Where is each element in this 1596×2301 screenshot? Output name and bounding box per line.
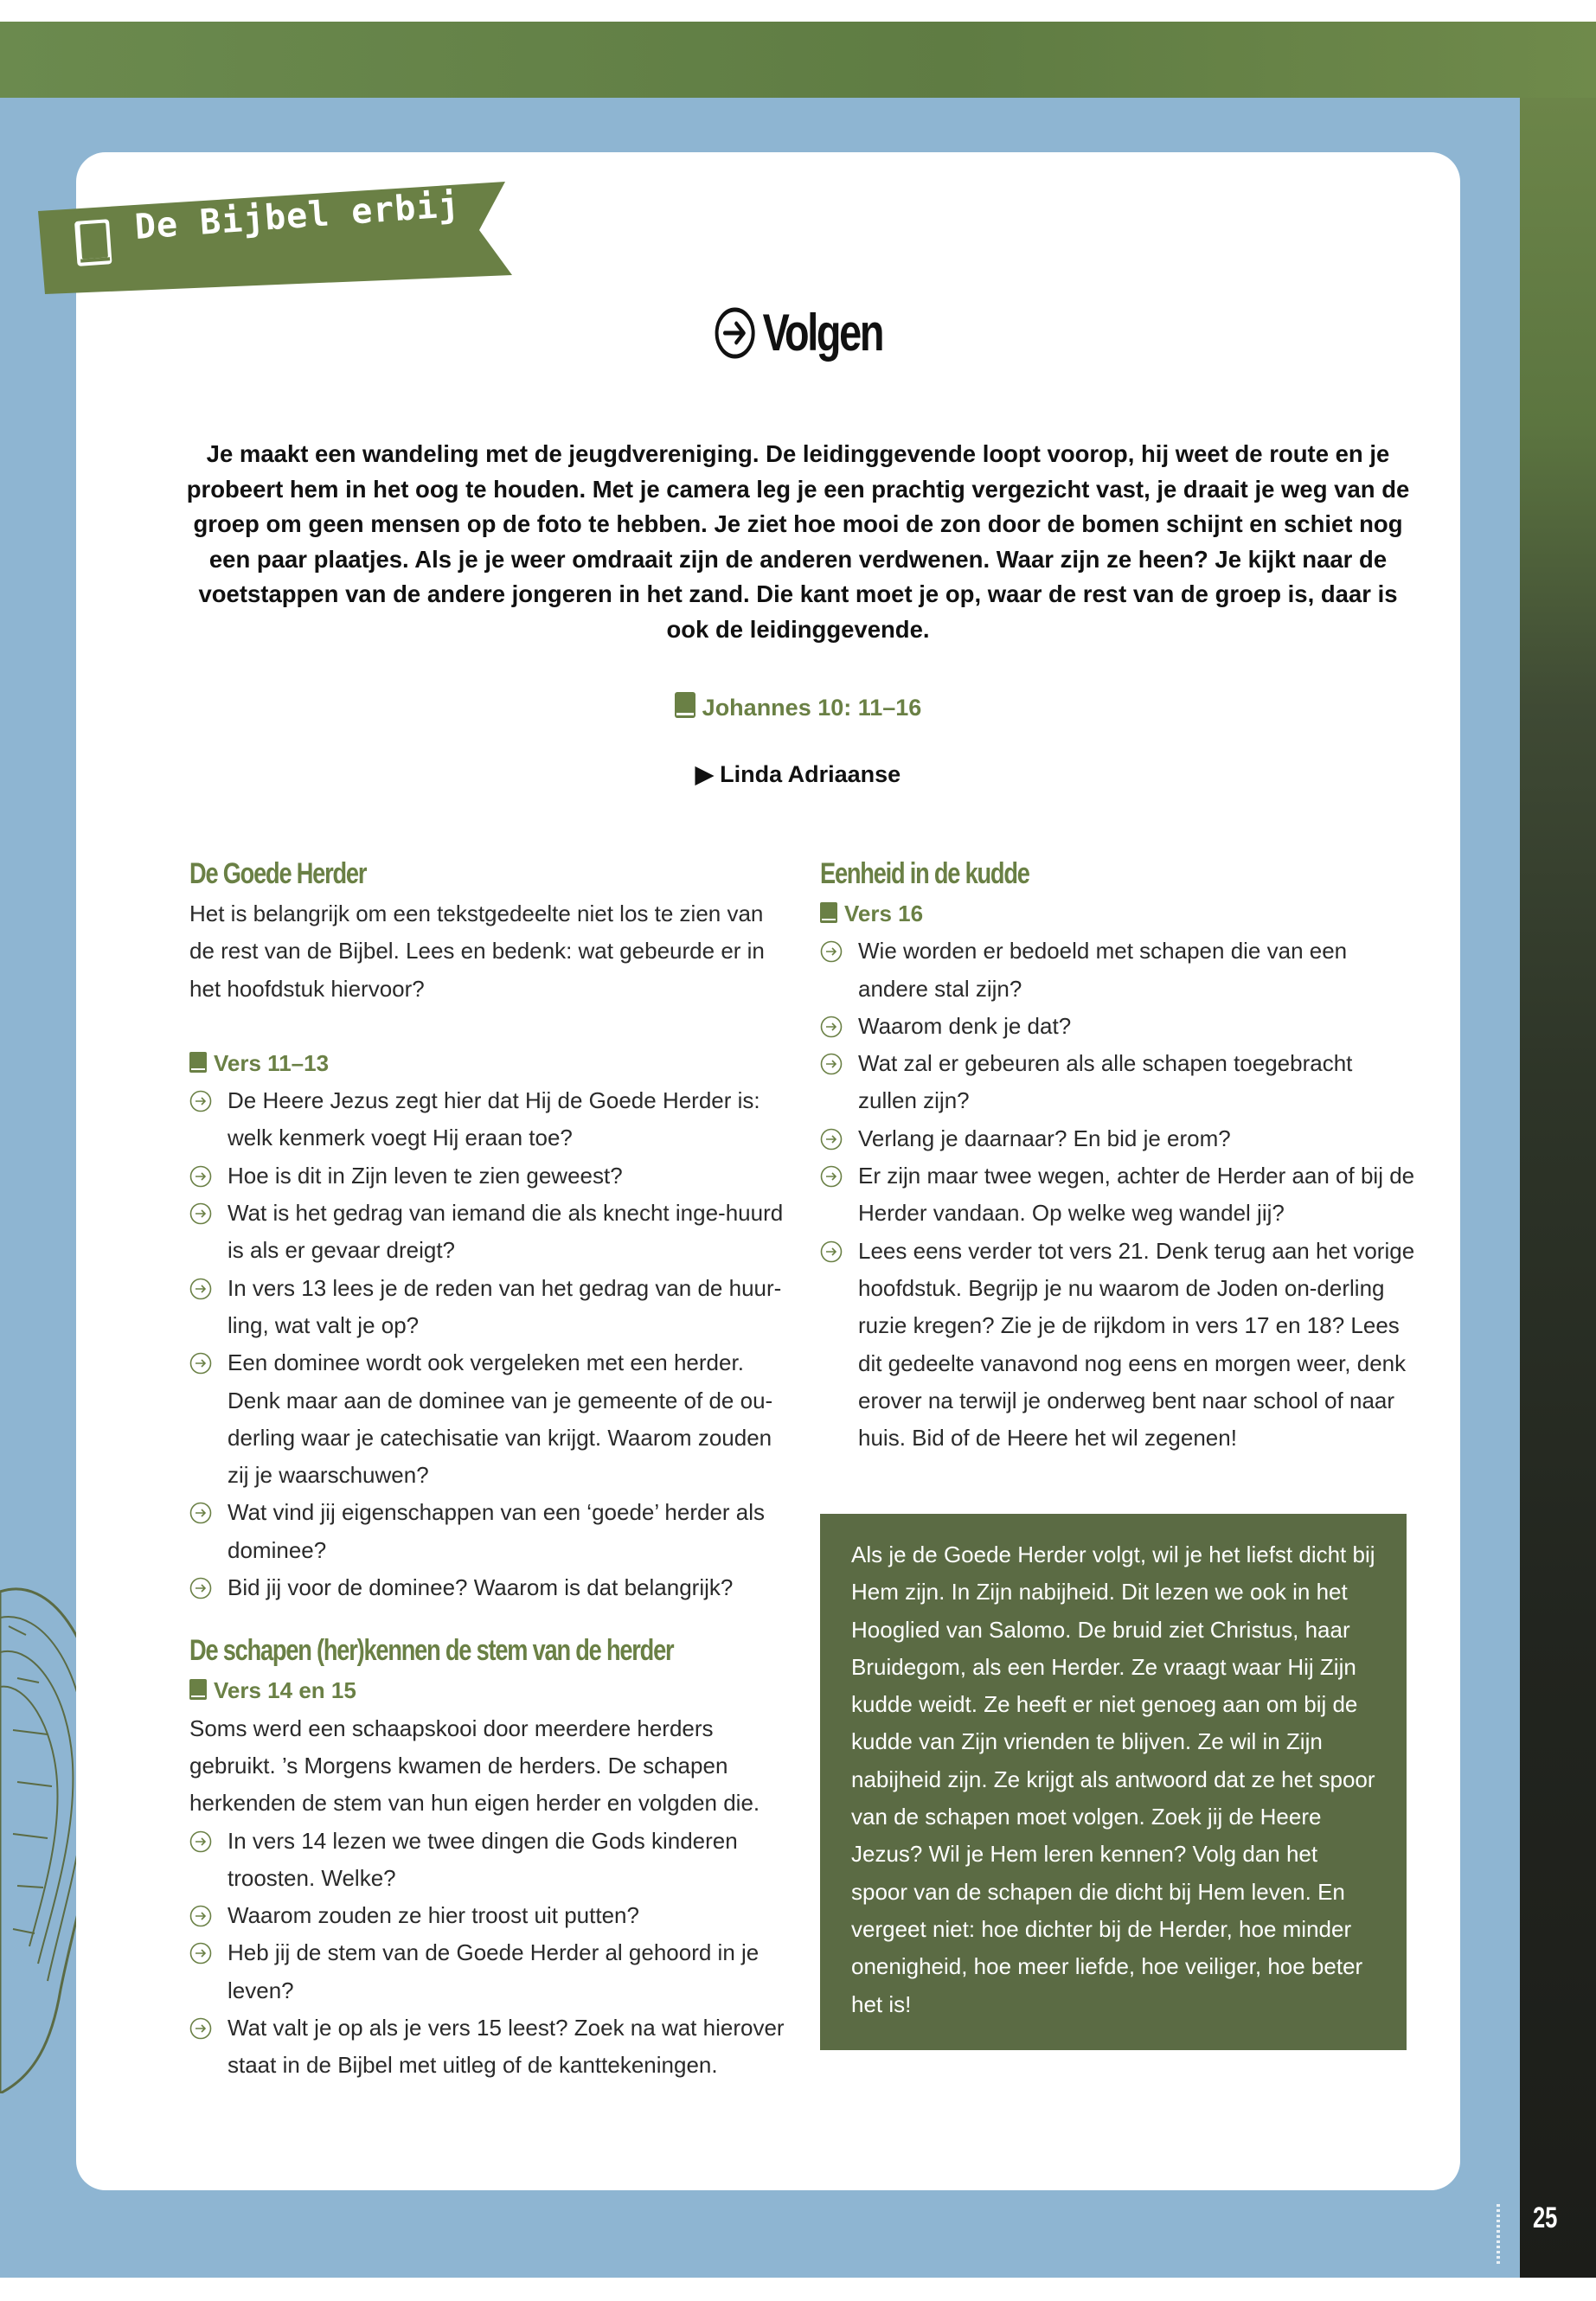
page-number: 25 xyxy=(1533,2202,1558,2234)
question-text: Waarom zouden ze hier troost uit putten? xyxy=(228,1902,639,1929)
spacer xyxy=(189,1008,786,1045)
question-text: Een dominee wordt ook vergeleken met een herder. Denk maar aan de dominee van je gemeente of de ou-derling waar je catechisatie van krijgt. Waarom zouden zij je waarschuwen? xyxy=(228,1349,773,1489)
list-item xyxy=(820,1008,1417,1045)
list-item xyxy=(820,1045,1417,1120)
arrow-circle-icon xyxy=(189,1905,212,1927)
arrow-circle-icon xyxy=(189,1577,212,1599)
verse-label-text: Vers 14 en 15 xyxy=(214,1677,356,1704)
question-text: Er zijn maar twee wegen, achter de Herder aan of bij de Herder vandaan. Op welke weg wandel jij? xyxy=(858,1163,1415,1227)
list-item xyxy=(189,1082,786,1157)
highlight-box-text: Als je de Goede Herder volgt, wil je het liefst dicht bij Hem zijn. In Zijn nabijheid. Dit lezen we ook in het Hooglied van Salomo. De bruid ziet Christus, haar Bruidegom, als een Herder. Ze vraagt waar Hij Zijn kudde weidt. Ze heeft er niet genoeg aan om bij de kudde van Zijn vrienden te blijven. Ze wil in Zijn nabijheid zijn. Ze krijgt als antwoord dat ze het spoor van de schapen moet volgen. Zoek jij de Heere Jezus? Wil je Hem leren kennen? Volg dan het spoor van de schapen die dicht bij Hem leven. En vergeet niet: hoe dichter bij de Herder, hoe minder onenigheid, hoe meer liefde, hoe veiliger, hoe beter het is! xyxy=(851,1541,1375,2017)
right-column xyxy=(820,852,1417,1457)
list-item xyxy=(189,1823,786,1898)
book-icon xyxy=(189,1052,207,1073)
top-photo-strip xyxy=(0,22,1596,98)
title-wrap xyxy=(0,303,1596,364)
verse-label xyxy=(820,895,1417,933)
question-text: Wat valt je op als je vers 15 leest? Zoek na wat hierover staat in de Bijbel met uitleg of de kanttekeningen. xyxy=(228,2015,785,2079)
question-text: Verlang je daarnaar? En bid je erom? xyxy=(858,1125,1231,1151)
list-item xyxy=(189,1195,786,1270)
question-text: De Heere Jezus zegt hier dat Hij de Goede Herder is: welk kenmerk voegt Hij eraan toe? xyxy=(228,1087,760,1151)
list-item xyxy=(189,1157,786,1195)
arrow-circle-icon xyxy=(820,1016,843,1038)
list-item xyxy=(189,1494,786,1569)
list-item xyxy=(189,1934,786,2009)
section-heading: Eenheid in de kudde xyxy=(820,857,1029,890)
question-text: Bid jij voor de dominee? Waarom is dat belangrijk? xyxy=(228,1574,734,1601)
author-name: Linda Adriaanse xyxy=(720,761,901,787)
arrow-circle-icon xyxy=(189,2017,212,2040)
book-icon xyxy=(74,219,112,266)
scripture-reference-text: Johannes 10: 11–16 xyxy=(702,695,922,721)
arrow-circle-icon xyxy=(820,940,843,963)
question-text: Lees eens verder tot vers 21. Denk terug aan het vorige hoofdstuk. Begrijp je nu waarom de Joden on-derling ruzie kregen? Zie je de rijkdom in vers 17 en 18? Lees dit gedeelte vanavond nog eens en morgen weer, denk erover na terwijl je onderweg bent naar school of naar huis. Bid of de Heere het wil zegenen! xyxy=(858,1237,1415,1452)
arrow-circle-icon xyxy=(820,1128,843,1150)
arrow-circle-icon xyxy=(820,1165,843,1188)
arrow-circle-icon xyxy=(189,1830,212,1853)
book-icon xyxy=(189,1679,207,1700)
arrow-circle-icon xyxy=(714,306,755,360)
left-column xyxy=(189,852,786,2085)
question-text: Heb jij de stem van de Goede Herder al gehoord in je leven? xyxy=(228,1939,760,2003)
list-item xyxy=(820,1157,1417,1233)
question-list xyxy=(189,1823,786,2085)
arrow-circle-icon xyxy=(189,1165,212,1188)
bottom-margin xyxy=(0,2278,1596,2301)
section-body: Het is belangrijk om een tekstgedeelte niet los te zien van de rest van de Bijbel. Lees en bedenk: wat gebeurde er in het hoofdstuk hiervoor? xyxy=(189,901,765,1002)
question-text: Hoe is dit in Zijn leven te zien geweest? xyxy=(228,1162,623,1189)
question-text: In vers 14 lezen we twee dingen die Gods kinderen troosten. Welke? xyxy=(228,1827,738,1891)
page-number-divider xyxy=(1497,2204,1500,2266)
verse-label-text: Vers 16 xyxy=(844,901,924,926)
arrow-circle-icon xyxy=(189,1090,212,1112)
arrow-circle-icon xyxy=(189,1942,212,1965)
section-heading: De schapen (her)kennen de stem van de herder xyxy=(189,1634,674,1668)
ribbon-label: De Bijbel erbij xyxy=(133,184,461,247)
list-item xyxy=(189,1344,786,1494)
question-text: Wat is het gedrag van iemand die als knecht inge-huurd is als er gevaar dreigt? xyxy=(228,1200,784,1264)
arrow-circle-icon xyxy=(189,1278,212,1300)
author xyxy=(0,761,1596,788)
list-item xyxy=(820,933,1417,1008)
arrow-circle-icon xyxy=(189,1202,212,1225)
verse-label-text: Vers 11–13 xyxy=(214,1049,330,1076)
list-item xyxy=(189,1897,786,1934)
arrow-circle-icon xyxy=(820,1240,843,1263)
question-text: Waarom denk je dat? xyxy=(858,1012,1072,1039)
list-item xyxy=(189,1569,786,1606)
title-text: Volgen xyxy=(762,304,882,362)
book-icon xyxy=(820,902,837,923)
list-item xyxy=(820,1233,1417,1458)
question-text: In vers 13 lees je de reden van het gedrag van de huur-ling, wat valt je op? xyxy=(228,1274,782,1338)
question-text: Wie worden er bedoeld met schapen die van een andere stal zijn? xyxy=(858,938,1348,1002)
verse-label xyxy=(189,1672,786,1709)
question-list xyxy=(820,933,1417,1457)
arrow-circle-icon xyxy=(189,1502,212,1524)
question-list xyxy=(189,1082,786,1606)
list-item xyxy=(820,1120,1417,1157)
list-item xyxy=(189,1270,786,1345)
list-item xyxy=(189,2009,786,2085)
scripture-reference xyxy=(0,692,1596,721)
side-photo-strip xyxy=(1520,98,1596,2278)
intro-paragraph: Je maakt een wandeling met de jeugdvereniging. De leidinggevende loopt voorop, hij weet de route en je probeert hem in het oog te houden. Met je camera leg je een prachtig vergezicht vast, je draait je weg van de groep om geen mensen op de foto te hebben. Je ziet hoe mooi de zon door de bomen schijnt en schiet nog een paar plaatjes. Als je je weer omdraait zijn de anderen verdwenen. Waar zijn ze heen? Je kijkt naar de voetstappen van de andere jongeren in het zand. Die kant moet je op, waar de rest van de groep is, daar is ook de leidinggevende. xyxy=(186,440,1410,643)
play-triangle-icon: ▶ xyxy=(695,761,721,787)
top-margin xyxy=(0,0,1596,22)
question-text: Wat vind jij eigenschappen van een ‘goede’ herder als dominee? xyxy=(228,1499,766,1563)
section-heading: De Goede Herder xyxy=(189,857,367,890)
spacer xyxy=(189,1606,786,1629)
section-body: Soms werd een schaapskooi door meerdere herders gebruikt. ’s Morgens kwamen de herders. De schapen herkenden de stem van hun eigen herder en volgden die. xyxy=(189,1715,760,1817)
book-icon xyxy=(675,692,695,718)
page-title xyxy=(714,303,882,362)
verse-label xyxy=(189,1045,786,1082)
question-text: Wat zal er gebeuren als alle schapen toegebracht zullen zijn? xyxy=(858,1050,1353,1114)
arrow-circle-icon xyxy=(820,1053,843,1075)
arrow-circle-icon xyxy=(189,1352,212,1375)
highlight-box xyxy=(820,1514,1407,2050)
